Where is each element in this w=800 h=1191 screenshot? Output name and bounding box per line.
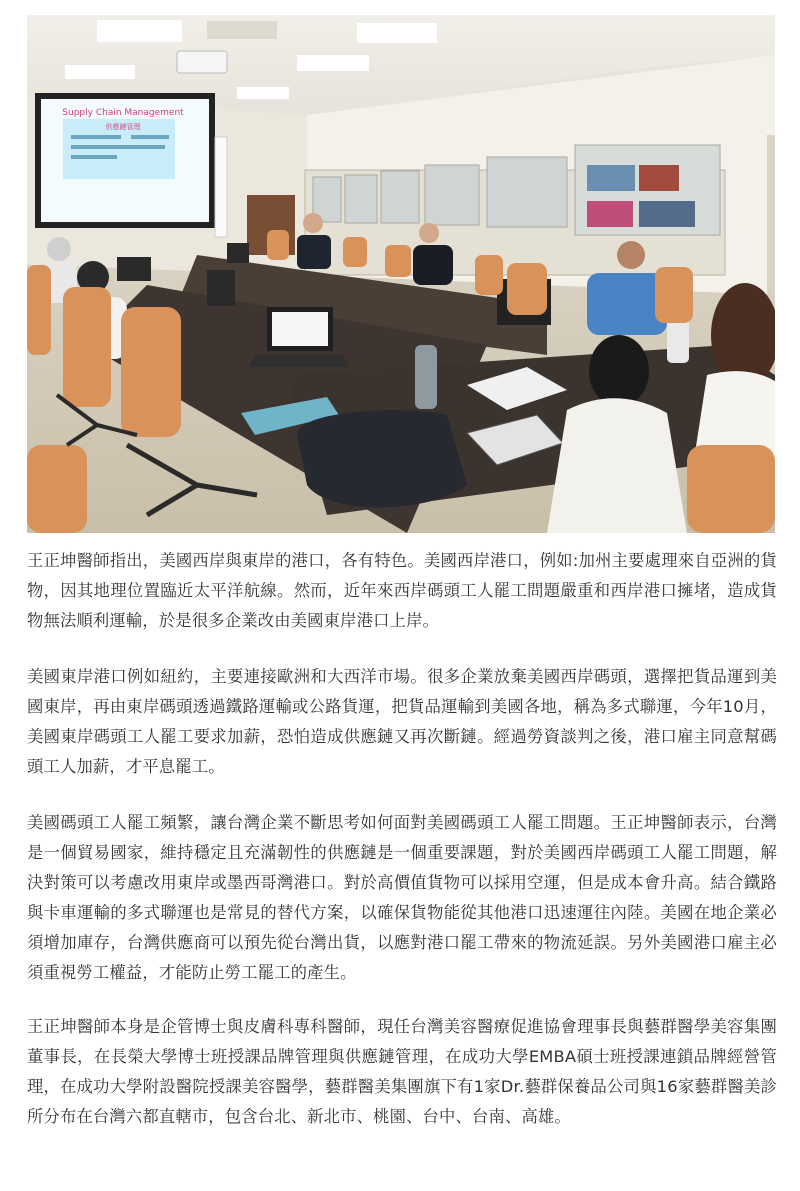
laptop-display [272,312,328,346]
slide-line [131,135,169,139]
slide-line [71,145,131,149]
chair [63,287,111,407]
thermos-bottle [415,345,437,409]
cabinet-door [345,175,377,223]
laptop-screen [207,270,235,306]
paragraph-1: 王正坤醫師指出，美國西岸與東岸的港口，各有特色。美國西岸港口，例如:加州主要處理來自亞洲的貨物，因其地理位置臨近太平洋航線。然而，近年來西岸碼頭工人罷工問題嚴重和西岸港口擁堵，造成貨物無法順利運輸，於是很多企業改由美國東岸港口上岸。 [27,551,777,630]
chair [385,245,411,277]
laptop-keyboard [249,355,349,367]
chair [27,265,51,355]
books [587,201,633,227]
ceiling-light [97,20,182,42]
chair [687,445,775,533]
person-head [47,237,71,261]
ceiling-vent [207,21,277,39]
cabinet-door [381,171,419,223]
laptop-screen [227,243,249,263]
person-body [297,235,331,269]
chair [121,307,181,437]
books [639,201,695,227]
meeting-room-illustration [27,15,775,533]
ceiling-light [357,23,437,43]
chair [343,237,367,267]
person-body [413,245,453,285]
person-head [419,223,439,243]
laptop-bag [297,410,467,507]
slide-line [131,145,165,149]
paragraph-2: 美國東岸港口例如紐約，主要連接歐洲和大西洋市場。很多企業放棄美國西岸碼頭，選擇把貨品運到美國東岸，再由東岸碼頭透過鐵路運輸或公路貨運，把貨品運輸到美國各地，稱為多式聯運，今年10月，美國東岸碼頭工人罷工要求加薪，恐怕造成供應鏈又再次斷鏈。經過勞資談判之後，港口雇主同意幫碼頭工人加薪，才平息罷工。 [27,667,777,776]
slide-subtitle: 供應鏈管理 [105,123,141,131]
person-head [617,241,645,269]
slide-line [71,135,121,139]
laptop-screen [117,257,151,281]
projector [177,51,227,73]
paragraph-4: 王正坤醫師本身是企管博士與皮膚科專科醫師，現任台灣美容醫療促進協會理事長與藝群醫學美容集團董事長，在長榮大學博士班授課品牌管理與供應鏈管理，在成功大學EMBA碩士班授課連鎖品牌經營管理，在成功大學附設醫院授課美容醫學，藝群醫美集團旗下有1家Dr.藝群保養品公司與16家藝群醫美診所分布在台灣六都直轄市，包含台北、新北市、桃園、台中、台南、高雄。 [27,1017,777,1126]
person-hair [589,335,649,407]
person-body [547,398,687,533]
books [639,165,679,191]
books [587,165,635,191]
whiteboard [215,137,227,237]
cabinet-edge [767,135,775,295]
ceiling-light [297,55,369,71]
chair [27,445,87,533]
slide-line [71,155,117,159]
cabinet-door [425,165,479,225]
meeting-photo [27,15,775,533]
chair [475,255,503,295]
chair [267,230,289,260]
ceiling-light [65,65,135,79]
slide-title: Supply Chain Management [62,108,184,118]
chair [655,267,693,323]
cabinet-door [487,157,567,227]
chair [507,263,547,315]
paragraph-3: 美國碼頭工人罷工頻繁，讓台灣企業不斷思考如何面對美國碼頭工人罷工問題。王正坤醫師表示，台灣是一個貿易國家，維持穩定且充滿韌性的供應鏈是一個重要課題，對於美國西岸碼頭工人罷工問題，解決對策可以考慮改用東岸或墨西哥灣港口。對於高價值貨物可以採用空運，但是成本會升高。結合鐵路與卡車運輸的多式聯運也是常見的替代方案，以確保貨物能從其他港口迅速運往內陸。美國在地企業必須增加庫存，台灣供應商可以預先從台灣出貨，以應對港口罷工帶來的物流延誤。另外美國港口雇主必須重視勞工權益，才能防止勞工罷工的產生。 [27,813,777,982]
ceiling-light [237,87,289,99]
person-head [303,213,323,233]
